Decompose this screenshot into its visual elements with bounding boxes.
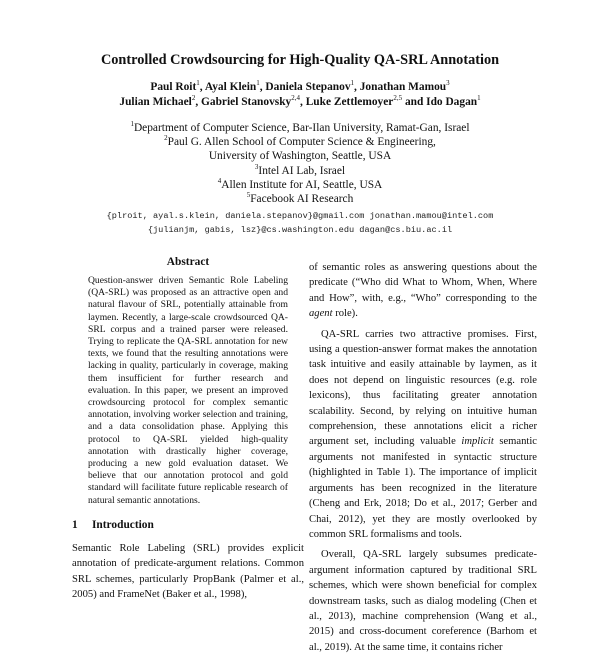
- author-affil-mark: 1: [477, 93, 481, 102]
- author-affil-mark: 1: [256, 79, 260, 88]
- affiliation-line: [0, 135, 600, 149]
- author-name: Daniela Stepanov: [265, 81, 351, 93]
- affiliation-line: [0, 192, 600, 206]
- email-line: {plroit, ayal.s.klein, daniela.stepanov}@gmail.com jonathan.mamou@intel.com: [106, 211, 494, 221]
- section-heading-introduction: [72, 519, 154, 531]
- author-name: Julian Michael: [119, 95, 192, 108]
- affiliation-mark: 2: [164, 134, 168, 143]
- affiliation-line: [0, 164, 600, 178]
- abstract-heading: Abstract: [166, 256, 210, 268]
- affiliation-mark: 3: [254, 162, 259, 171]
- emphasis-text: agent: [309, 308, 333, 320]
- author-line-1: Paul Roit$^1$, Ayal Klein$^1$, Daniela Stepanov$^1$, Jonathan Mamou$^3$: [150, 79, 450, 93]
- text-run: semantic arguments not manifested in syntactic structure (highlighted in Table 1). The importance of implicit arguments has been recognized in the literature (Cheng and Erk, 2018; Do et al., 2017; Gerber and Chai, 2012), yet they are mostly overlooked by common SRL formalisms and tools.: [309, 436, 538, 540]
- author-emails: [0, 209, 600, 237]
- text-run: role).: [335, 308, 358, 320]
- author-name: Paul Roit: [150, 81, 197, 93]
- author-list: [0, 80, 600, 109]
- author-name: Gabriel Stanovsky: [201, 95, 292, 108]
- author-name: Jonathan Mamou: [359, 81, 447, 93]
- author-affil-mark: 1: [350, 79, 355, 88]
- affiliation-line: [0, 178, 600, 192]
- body-paragraph: [309, 327, 537, 543]
- affiliation-text: Department of Computer Science, Bar-Ilan University, Ramat-Gan, Israel: [133, 122, 470, 134]
- right-column: [309, 260, 537, 655]
- affiliation-line: [0, 149, 600, 163]
- affiliation-line: [0, 121, 600, 135]
- affiliation-mark: 4: [217, 177, 222, 186]
- author-name: and Ido Dagan: [404, 95, 478, 108]
- emphasis-text: implicit: [461, 436, 494, 448]
- affiliation-text: Allen Institute for AI, Seattle, USA: [221, 178, 383, 191]
- intro-paragraph: Semantic Role Labeling (SRL) provides explicit annotation of predicate-argument relations. Common SRL schemes, particularly PropBank (Palmer et al., 2005) and FrameNet (Baker et al., 1998),: [72, 543, 304, 601]
- affiliation-text: University of Washington, Seattle, USA: [208, 150, 392, 163]
- paper-title: Controlled Crowdsourcing for High-Quality QA-SRL Annotation: [100, 52, 500, 68]
- affiliation-text: Intel AI Lab, Israel: [258, 164, 346, 177]
- abstract-text: Question-answer driven Semantic Role Labeling (QA-SRL) was proposed as an attractive open and natural flavour of SRL, potentially attainable from laymen. Recently, a large-scale crowdsourced QA-SRL corpus and a trained parser were released. Trying to replicate the QA-SRL annotation for new texts, we found that the resulting annotations were lacking in quality, particularly in coverage, making them insufficient for further research and evaluation. In this paper, we present an improved crowdsourcing protocol for complex semantic annotation, involving worker selection and training, and a data consolidation phase. Applying this protocol to QA-SRL yielded high-quality annotation with drastically higher coverage, producing a new gold evaluation dataset. We believe that our annotation protocol and gold standard will facilitate future replicable research of natural semantic annotations.: [88, 275, 288, 506]
- affiliation-text: Paul G. Allen School of Computer Science & Engineering,: [167, 136, 436, 149]
- affiliation-mark: 5: [246, 191, 251, 200]
- body-paragraph: [309, 260, 537, 322]
- text-run: of semantic roles as answering questions about the predicate (“Who did What to Whom, When, Where and How”, with, e.g., “Who” corresponding to the: [309, 262, 537, 304]
- author-name: Luke Zettlemoyer: [305, 95, 394, 108]
- author-affil-mark: 2,4: [291, 93, 300, 102]
- affiliations: [0, 121, 600, 206]
- affiliation-text: Facebook AI Research: [250, 193, 354, 206]
- author-affil-mark: 1: [196, 79, 200, 88]
- email-line: {julianjm, gabis, lsz}@cs.washington.edu dagan@cs.biu.ac.il: [147, 225, 453, 236]
- author-affil-mark: 3: [446, 79, 450, 88]
- affiliation-mark: 1: [130, 120, 134, 129]
- author-affil-mark: 2,5: [393, 93, 403, 102]
- section-title: Introduction: [92, 519, 154, 531]
- author-line-2: Julian Michael$^2$, Gabriel Stanovsky$^{2,4}$, Luke Zettlemoyer$^{2,5}$ and Ido Dagan$^1$: [119, 93, 481, 108]
- body-paragraph: Overall, QA-SRL largely subsumes predicate-argument information captured by traditional SRL schemes, which were shown beneficial for complex downstream tasks, such as dialog modeling (Chen et al., 2013), machine comprehension (Wang et al., 2015) and cross-document coreference (Barhom et al., 2019). At the same time, it contains richer: [309, 549, 537, 653]
- text-run: QA-SRL carries two attractive promises. First, using a question-answer format makes the annotation task intuitive and easily attainable by laymen, as it does not depend on linguistic resources (e.g. role lexicons), thus facilitating greater annotation scalability. Second, by relying on intuitive human comprehension, these annotations elicit a richer argument set, including valuable: [309, 328, 537, 448]
- author-name: Ayal Klein: [204, 81, 257, 93]
- section-number: 1: [72, 519, 78, 531]
- author-affil-mark: 2: [191, 93, 196, 102]
